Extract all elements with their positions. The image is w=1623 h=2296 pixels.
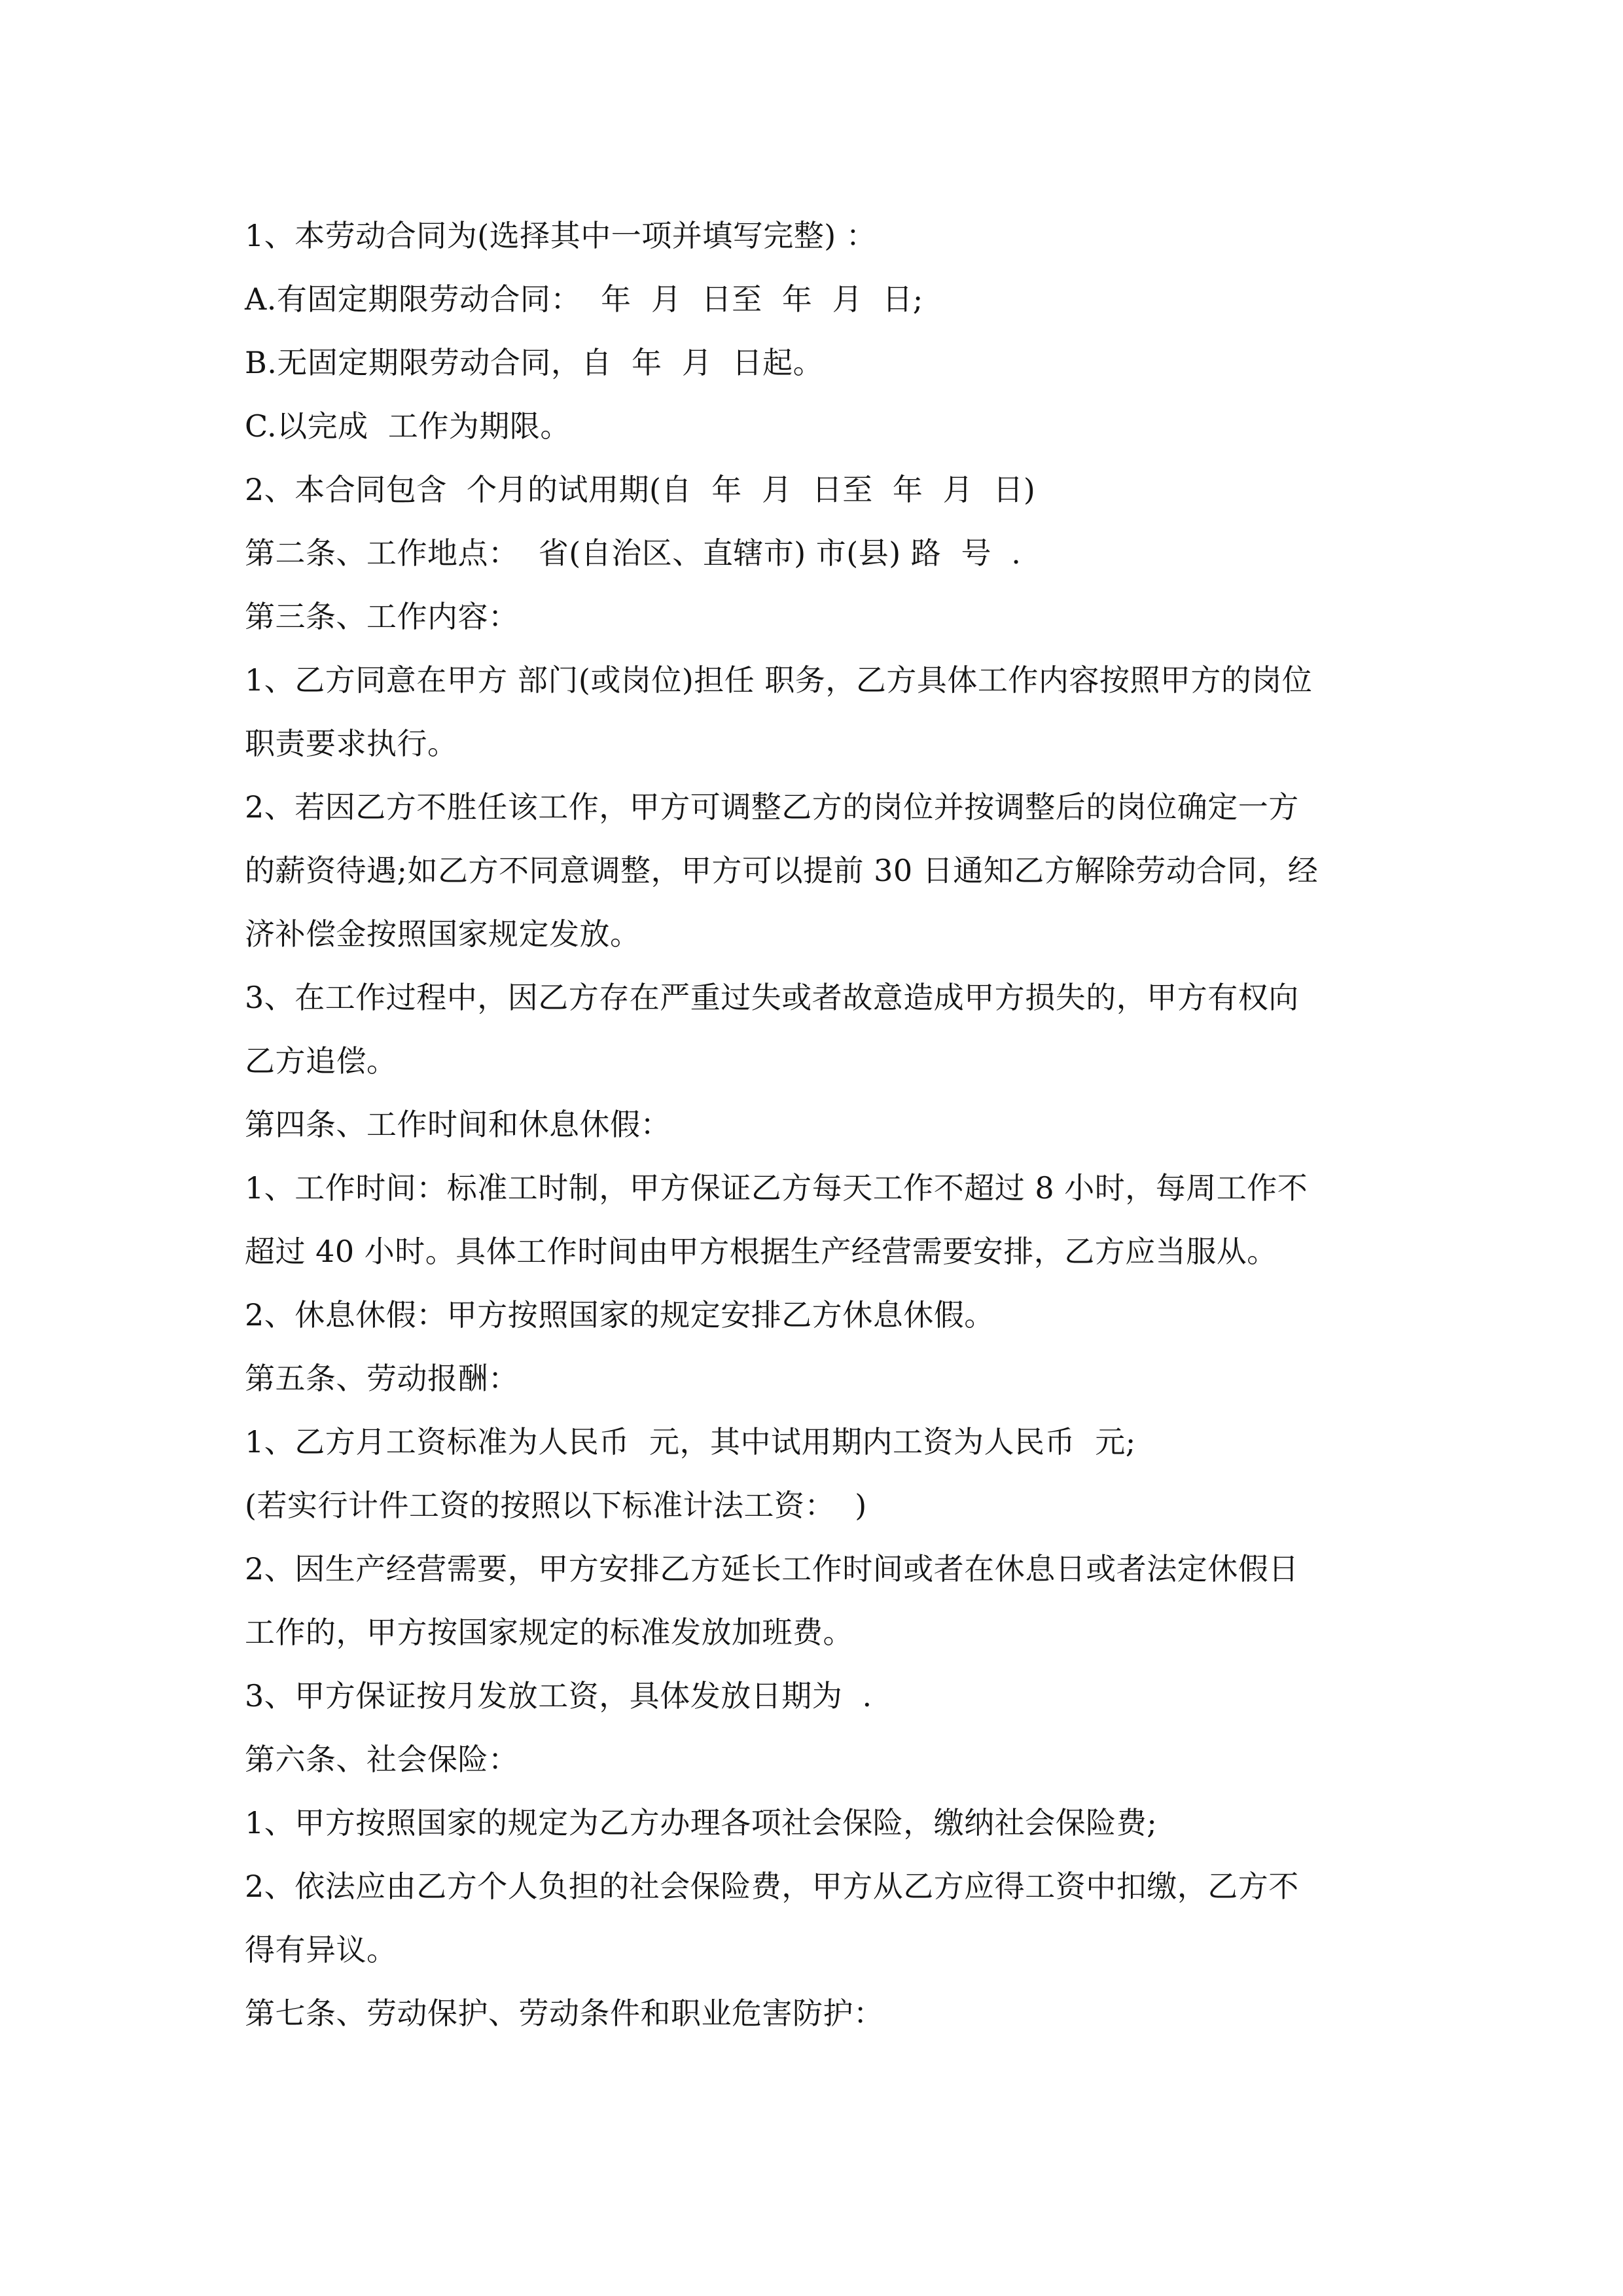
text-line: 1、乙方同意在甲方 部门(或岗位)担任 职务，乙方具体工作内容按照甲方的岗位	[245, 662, 1313, 698]
text-line: C.以完成 工作为期限。	[245, 408, 571, 444]
text-line: 职责要求执行。	[245, 726, 458, 761]
text-line: 1、乙方月工资标准为人民币 元，其中试用期内工资为人民币 元;	[245, 1424, 1136, 1460]
text-line: (若实行计件工资的按照以下标准计法工资： )	[245, 1488, 867, 1523]
text-line: 济补偿金按照国家规定发放。	[245, 916, 641, 952]
text-line: 的薪资待遇;如乙方不同意调整，甲方可以提前 30 日通知乙方解除劳动合同，经	[245, 853, 1319, 888]
article-heading: 第六条、社会保险：	[245, 1742, 519, 1777]
article-heading: 第三条、工作内容：	[245, 599, 519, 634]
text-line: 1、工作时间：标准工时制，甲方保证乙方每天工作不超过 8 小时，每周工作不	[245, 1170, 1308, 1206]
text-line: A.有固定期限劳动合同： 年 月 日至 年 月 日;	[245, 281, 923, 317]
text-line: 3、甲方保证按月发放工资，具体发放日期为 .	[245, 1678, 872, 1713]
text-line: 2、因生产经营需要，甲方安排乙方延长工作时间或者在休息日或者法定休假日	[245, 1551, 1299, 1587]
text-line: 2、休息休假：甲方按照国家的规定安排乙方休息休假。	[245, 1297, 995, 1333]
text-line: 3、在工作过程中，因乙方存在严重过失或者故意造成甲方损失的，甲方有权向	[245, 980, 1299, 1015]
contract-body	[245, 204, 1383, 2045]
text-line: 2、本合同包含 个月的试用期(自 年 月 日至 年 月 日)	[245, 472, 1036, 507]
article-heading: 第五条、劳动报酬：	[245, 1361, 519, 1396]
article-heading: 第二条、工作地点： 省(自治区、直辖市) 市(县) 路 号 .	[245, 535, 1022, 571]
text-line: 2、若因乙方不胜任该工作，甲方可调整乙方的岗位并按调整后的岗位确定一方	[245, 789, 1299, 825]
article-heading: 第四条、工作时间和休息休假：	[245, 1107, 671, 1142]
text-line: 2、依法应由乙方个人负担的社会保险费，甲方从乙方应得工资中扣缴，乙方不	[245, 1869, 1299, 1904]
text-line: 超过 40 小时。具体工作时间由甲方根据生产经营需要安排，乙方应当服从。	[245, 1234, 1277, 1269]
text-line: 乙方追偿。	[245, 1043, 397, 1079]
text-line: B.无固定期限劳动合同，自 年 月 日起。	[245, 345, 824, 380]
text-line: 工作的，甲方按国家规定的标准发放加班费。	[245, 1615, 853, 1650]
article-heading: 第七条、劳动保护、劳动条件和职业危害防护：	[245, 1996, 884, 2031]
text-line: 1、甲方按照国家的规定为乙方办理各项社会保险，缴纳社会保险费;	[245, 1805, 1158, 1840]
text-line: 得有异议。	[245, 1932, 397, 1967]
text-line: 1、本劳动合同为(选择其中一项并填写完整) ：	[245, 218, 877, 253]
